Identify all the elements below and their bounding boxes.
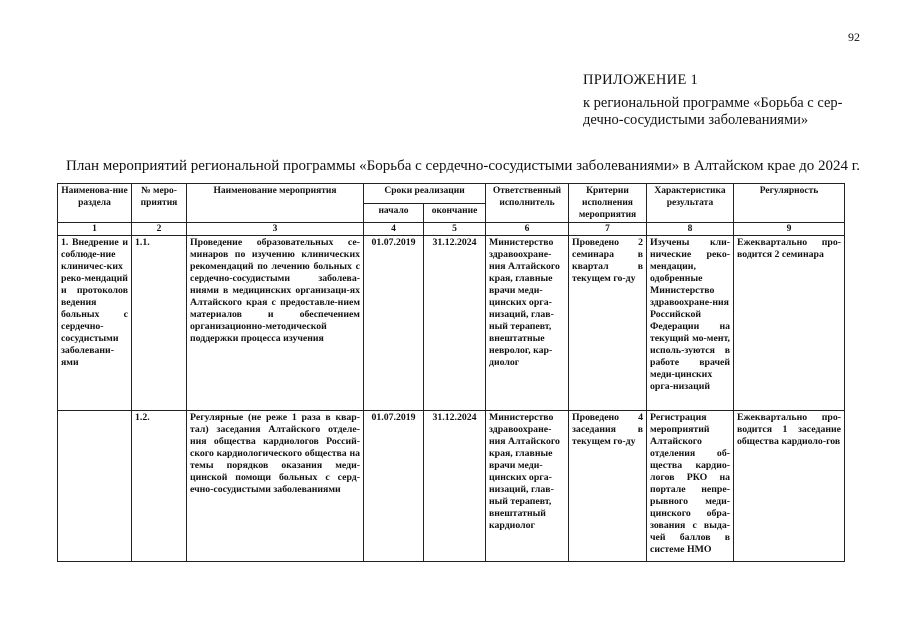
header-result: Характеристика результата (647, 184, 734, 223)
col-number: 8 (647, 223, 734, 236)
col-number: 6 (486, 223, 569, 236)
header-regularity: Регулярность (734, 184, 845, 223)
start-cell: 01.07.2019 (364, 236, 424, 411)
header-row (58, 184, 845, 204)
header-executor: Ответственный исполнитель (486, 184, 569, 223)
result-cell: Регистрация мероприятий Алтайского отделения об-щества кардио-логов РКО на портале непре-рывного меди-цинского обра-зования с выда-чей баллов в системе НМО (647, 411, 734, 562)
criteria-cell: Проведено 2 семинара в квартал в текущем го-ду (569, 236, 647, 411)
executor-cell: Министерство здравоохране-ния Алтайского края, главные врачи меди-цинских орга-низаций, глав-ный терапевт, внештатные невролог, кар-диолог (486, 236, 569, 411)
header-criteria: Критерии исполнения мероприятия (569, 184, 647, 223)
header-section: Наименова-ние раздела (58, 184, 132, 223)
appendix-title: ПРИЛОЖЕНИЕ 1 (583, 72, 699, 88)
executor-cell: Министерство здравоохране-ния Алтайского края, главные врачи меди-цинских орга-низаций, глав-ный терапевт, внештатный кардиолог (486, 411, 569, 562)
start-cell: 01.07.2019 (364, 411, 424, 562)
col-number: 5 (424, 223, 486, 236)
end-cell: 31.12.2024 (424, 236, 486, 411)
header-number: № меро-приятия (132, 184, 187, 223)
number-cell: 1.2. (132, 411, 187, 562)
appendix-block (583, 72, 843, 129)
column-number-row (58, 223, 845, 236)
result-cell: Изучены кли-нические реко-мендации, одобренные Министерство здравоохране-ния Российской Федерации на текущий мо-мент, исполь-зуются в работе врачей меди-цинских орга-низаций (647, 236, 734, 411)
end-cell: 31.12.2024 (424, 411, 486, 562)
table-row (58, 411, 845, 562)
activity-cell: Проведение образовательных се-минаров по изучению клинических рекомендаций по лечению больных с сердечно-сосудистыми заболева-ниями в медицинских организаци-ях Алтайского края с предоставле-нием материалов и обеспечением организационно-методической поддержки процесса изучения (187, 236, 364, 411)
section-cell: 1. Внедрение и соблюде-ние клиничес-ких реко-мендаций и протоколов ведения больных с сердечно-сосудистыми заболевани-ями (58, 236, 132, 411)
col-number: 2 (132, 223, 187, 236)
regularity-cell: Ежеквартально про-водится 2 семинара (734, 236, 845, 411)
table-row (58, 236, 845, 411)
col-number: 1 (58, 223, 132, 236)
plan-title: План мероприятий региональной программы «Борьба с сердечно-сосудистыми заболеваниями» в Алтайском крае до 2024 г. (66, 158, 860, 174)
page-number: 92 (848, 30, 860, 44)
col-number: 3 (187, 223, 364, 236)
regularity-cell: Ежеквартально про-водится 1 заседание общества кардиоло-гов (734, 411, 845, 562)
appendix-subtitle-line2: дечно-сосудистыми заболеваниями» (583, 112, 809, 128)
col-number: 9 (734, 223, 845, 236)
header-start: начало (364, 203, 424, 223)
col-number: 4 (364, 223, 424, 236)
header-end: окончание (424, 203, 486, 223)
plan-table (57, 183, 845, 562)
header-timeline: Сроки реализации (364, 184, 486, 204)
number-cell: 1.1. (132, 236, 187, 411)
header-activity: Наименование мероприятия (187, 184, 364, 223)
col-number: 7 (569, 223, 647, 236)
activity-cell: Регулярные (не реже 1 раза в квар-тал) заседания Алтайского отделе-ния общества кардиологов Россий-ского кардиологического общества на темы порядков оказания меди-цинской помощи больных с серд-ечно-сосудистыми заболеваниями (187, 411, 364, 562)
criteria-cell: Проведено 4 заседания в текущем го-ду (569, 411, 647, 562)
section-cell (58, 411, 132, 562)
appendix-subtitle-line1: к региональной программе «Борьба с сер- (583, 95, 843, 111)
